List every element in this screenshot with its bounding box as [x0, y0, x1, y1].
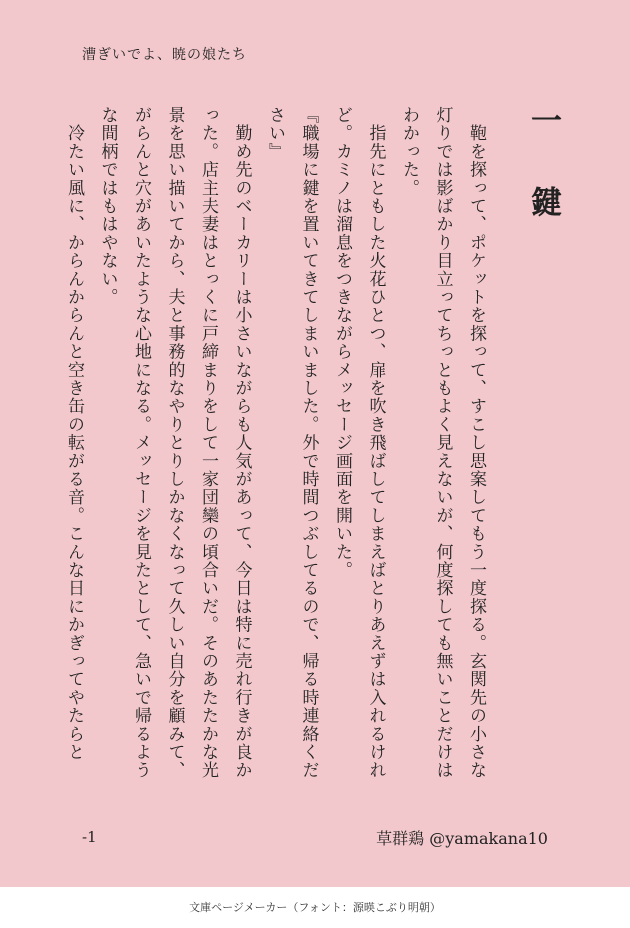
page-number: -1 [82, 828, 97, 846]
paragraph: 指先にともした火花ひとつ、扉を吹き飛ばしてしまえばとりあえずは入れるけれど。カミノは溜息をつきながらメッセージ画面を開いた。 [332, 106, 386, 780]
author-credit: 草群鶏 @yamakana10 [376, 829, 548, 848]
paragraph: 冷たい風に、からんからんと空き缶の転がる音。こんな日にかぎってやたらと [64, 106, 84, 762]
body-text [57, 106, 493, 796]
paragraph: 『職場に鍵を置いてきてしまいました。外で時間つぶしてるので、帰る時連絡ください』 [265, 106, 319, 780]
app-footer-credit: 文庫ページメーカー（フォント：源暎こぶり明朝） [189, 901, 441, 914]
paragraph: 勤め先のベーカリーは小さいながらも人気があって、今日は特に売れ行きが良かった。店主夫妻はとっくに戸締まりをして一家団欒の頃合いだ。そのあたたかな光景を思い描いてから、夫と事務的なやりとりしかなくなって久しい自分を顧みて、がらんと穴があいたような心地になる。メッセージを見たとして、急いで帰るような間柄ではもはやない。 [97, 106, 252, 780]
paragraph: 鞄を探って、ポケットを探って、すこし思案してもう一度探る。玄関先の小さな灯りでは影ばかり目立ってちっともよく見えないが、何度探しても無いことだけはわかった。 [399, 106, 486, 780]
running-header: 漕ぎいでよ、暁の娘たち [82, 47, 247, 63]
chapter-heading: 一 鍵 [525, 104, 561, 227]
